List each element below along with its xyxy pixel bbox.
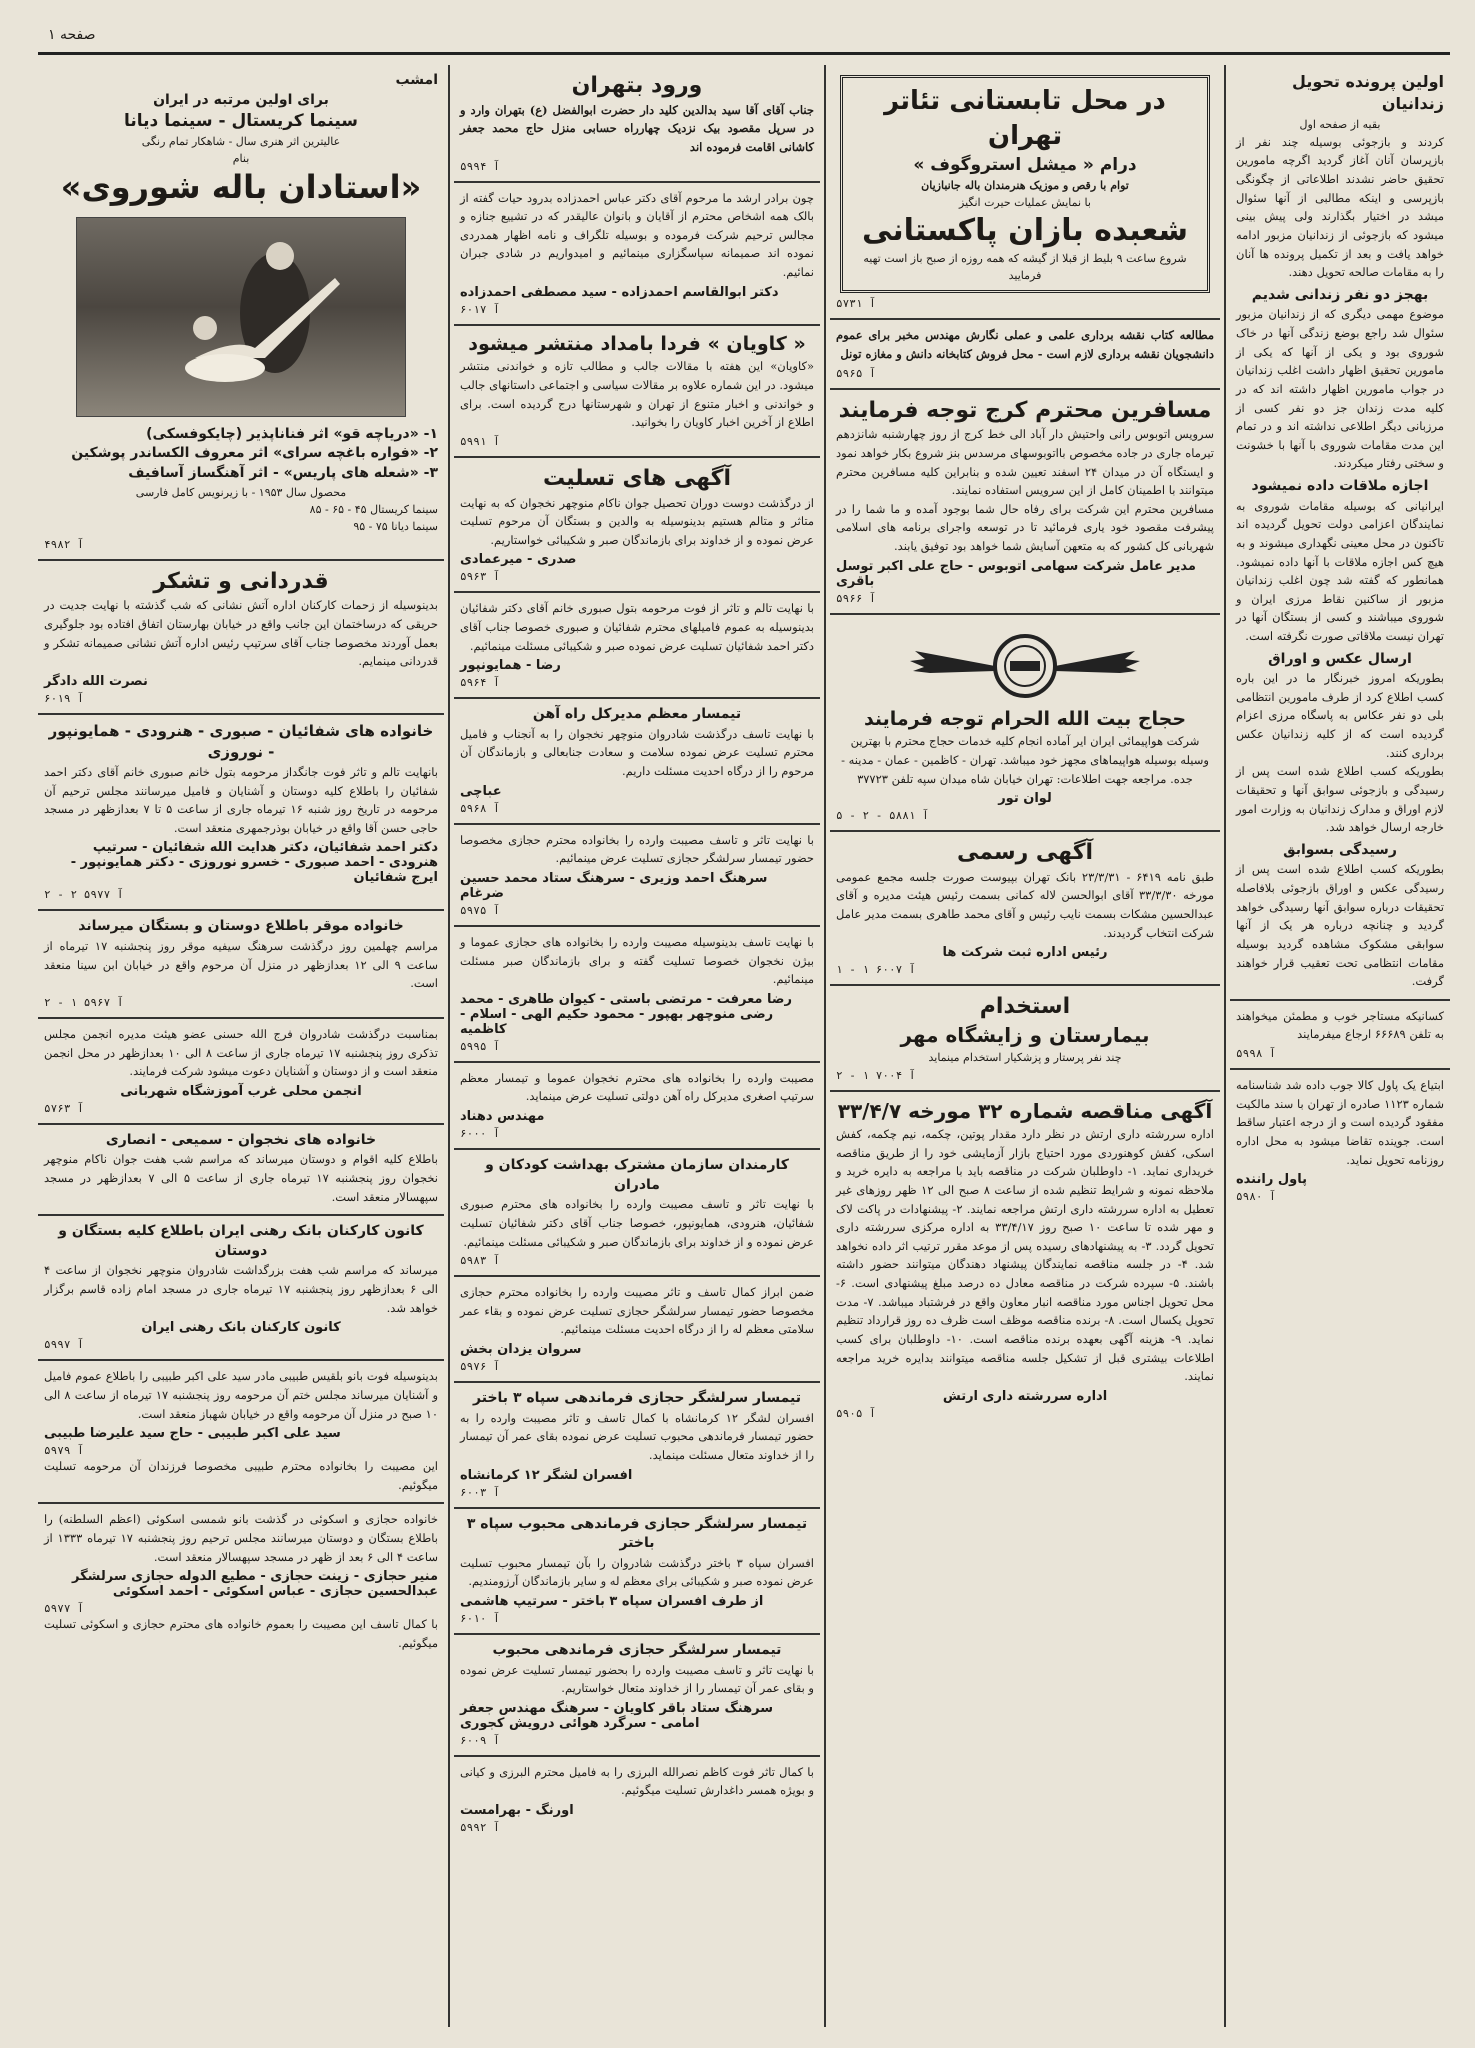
ad-ref: آ ۵۸۸۱ - ۲ - ۵: [836, 809, 929, 823]
ad-text: با کمال تاسف این مصیبت را بعموم خانواده های محترم حجازی و اسکوئی تسلیت میگوئیم.: [44, 1617, 438, 1650]
condolence: [454, 1277, 820, 1383]
cinema-times: سینما دیانا ۷۵ - ۹۵: [353, 519, 438, 533]
ad-text: با نهایت تاثر و تاسف مصیبت وارده را بحضور تیمسار تسلیت عرض نموده و بقای عمر آن تیمسار را از خداوند متعال خواستاریم.: [460, 1662, 814, 1696]
ad-ref: آ ۵۹۶۵: [836, 366, 876, 380]
ad-text: طبق نامه ۶۴۱۹ - ۲۳/۳/۳۱ بانک تهران بپیوست صورت جلسه مجمع عمومی مورخه ۳۳/۳/۳۰ آقای ابوالحسن لاله کمانی بسمت رئیس هیئت مدیره و آقای عبدالحسین مشکات بسمت نایب رئیس و آقای محمد طاهری بسمت مدیر عامل شرکت انتخاب گردیدند.: [836, 869, 1214, 940]
ad-ref: آ ۵۹۸۳: [460, 1254, 500, 1268]
column-rule: [824, 65, 826, 2027]
ad-text: باطلاع کلیه اقوام و دوستان میرساند که مراسم شب هفت جوان ناکام منوچهر نخجوان روز پنجشنبه ۱۷ تیرماه جاری از ساعت ۵ الی ۷ بعدازظهر در مسجد سپهسالار منعقد است.: [44, 1152, 439, 1204]
ad-signature: عباچی: [460, 783, 502, 799]
ad-ref: آ ۵۹۹۸: [1236, 1047, 1276, 1061]
condolence: [454, 1383, 820, 1508]
ad-ref: آ ۵۹۶۶: [836, 591, 876, 605]
ad-text: مصیبت وارده را بخانواده های محترم نخجوان عموما و تیمسار معظم سرتیپ اصغری مدیرکل راه آهن دولتی تسلیت عرض مینماید.: [460, 1070, 814, 1104]
family-notice: [38, 1361, 444, 1504]
ad-signature: لوان تور: [998, 791, 1052, 807]
official-notice: [830, 832, 1220, 986]
arrival-notice: [454, 65, 820, 183]
ad-text: با نهایت تاسف بدینوسیله مصیبت وارده را بخانواده های حجازی عموما و بیژن نخجوان خصوصا تسلیت گفته و برای بازماندگان صبر مسئلت مینمائیم.: [460, 934, 814, 987]
ad-text: بمناسبت درگذشت شادروان فرج الله حسنی عضو هیئت مدیره انجمن مجلس تذکری روز پنجشنبه ۱۷ تیرماه جاری از ساعت ۸ الی ۱۰ بعدازظهر در محل انجمن منعقد است و از دوستان و آشنایان دعوت میشود شرکت فرمایند.: [44, 1026, 438, 1079]
cinema-line: برای اولین مرتبه در ایران: [153, 91, 329, 108]
column-2: [830, 65, 1220, 2027]
ad-text: با کمال تاثر فوت کاظم نصرالله البرزی را به فامیل محترم البرزی و کیانی و بویژه همسر داغدارش تسلیت میگوئیم.: [460, 1764, 814, 1798]
ad-text: بدینوسیله فوت بانو بلقیس طبیبی مادر سید علی اکبر طبیبی را باطلاع عموم فامیل و آشنایان میرساند مجلس ختم آن مرحومه روز پنجشنبه ۱۷ تیرماه از ساعت ۸ الی ۱۰ صبح در منزل آن مرحومه واقع در خیابان شهباز منعقد است.: [44, 1369, 438, 1421]
thanks-ad: [38, 561, 444, 715]
ad-signature: رضا معرفت - مرتضی باستی - کیوان طاهری - محمد رضی منوچهر بهپور - محمود حکیم الهی - اسلام - کاظمیه: [460, 991, 792, 1037]
ad-ref: آ ۵۹۷۹: [44, 1444, 84, 1458]
family-notice: [38, 1125, 444, 1216]
condolence: [454, 927, 820, 1063]
ad-signature: دکتر ابوالقاسم احمدزاده - سید مصطفی احمدزاده: [460, 284, 779, 300]
article-text: ایرانیانی که بوسیله مقامات شوروی به نمایندگان اعزامی دولت تحویل گردیده اند تاکنون در محل معینی نگهداری میشوند و به هیچ کس اجازه ملاقات با آنها داده نمیشود. همانطور که گفته شد چون اغلب زندانیان مزبور از ساکنین نقاط مرزی ایران و شوروی میباشند و کسی از بستگان آنها در تهران نیست ملاقاتی صورت نگرفته است.: [1236, 498, 1444, 644]
condolence: [454, 1635, 820, 1757]
ad-title: استخدام: [979, 994, 1071, 1020]
ad-signature: کانون کارکنان بانک رهنی ایران: [141, 1320, 341, 1336]
condolence: [454, 1757, 820, 1842]
ad-signature: سرهنگ احمد وزیری - سرهنگ ستاد محمد حسین ضرغام: [460, 870, 768, 901]
theater-frame: [840, 75, 1210, 293]
ad-title: تیمسار معظم مدیرکل راه آهن: [532, 706, 742, 723]
ad-ref: آ ۵۹۷۷ ۲ - ۲: [44, 888, 124, 902]
ad-text: افسران سپاه ۳ باختر درگذشت شادروان را بآن تیمسار محبوب تسلیت عرض نموده صبر و شکیبائی برای معظم له و سایر بازماندگان آرزومندیم.: [460, 1555, 814, 1589]
ad-signature: دکتر احمد شفائیان، دکتر هدایت الله شفائیان - سرتیپ هنرودی - احمد صبوری - خسرو نوروزی - دکتر همایونپور - ایرج شفائیان: [70, 840, 438, 886]
ad-ref: آ ۶۰۱۹: [44, 691, 84, 705]
theater-ad: [830, 65, 1220, 320]
ad-headline: بیمارستان و زایشگاه مهر: [900, 1023, 1150, 1048]
ad-ref: آ ۵۹۹۲: [460, 1821, 500, 1835]
condolence: [454, 593, 820, 699]
theater-line: توام با رقص و موزیک هنرمندان باله جانبازیان: [921, 179, 1129, 193]
ad-title: مسافرین محترم کرج توجه فرمایند: [838, 397, 1212, 423]
ad-signature: سید علی اکبر طبیبی - حاج سید علیرضا طبیبی: [44, 1426, 341, 1442]
ad-title: « کاویان » فردا بامداد منتشر میشود: [468, 332, 806, 355]
ad-title: حجاج بیت الله الحرام توجه فرمایند: [863, 707, 1187, 730]
cinema-program: ۱- «دریاچه قو» اثر فناناپذیر (چایکوفسکی): [146, 425, 438, 442]
theater-headline: شعبده بازان پاکستانی: [862, 213, 1188, 249]
tender-notice: [830, 1092, 1220, 1428]
ad-ref: آ ۵۹۹۴: [460, 159, 500, 173]
ad-ref: آ ۵۹۶۷ ۱ - ۲: [44, 995, 124, 1009]
ad-ref: آ ۵۹۷۷: [44, 1602, 84, 1616]
book-ad: [830, 320, 1220, 389]
lost-document-ad: [1230, 1070, 1450, 1211]
ad-ref: آ ۶۰۰۰: [460, 1127, 500, 1141]
ad-text: مراسم چهلمین روز درگذشت سرهنگ سیفیه موقر روز پنجشنبه ۱۷ تیرماه از ساعت ۹ الی ۱۲ بعدازظهر در منزل آن مرحوم واقع در خیابان ابن سینا منعقد است.: [44, 939, 438, 991]
employment-ad: [830, 986, 1220, 1092]
ad-text: افسران لشگر ۱۲ کرمانشاه با کمال تاسف و تاثر مصیبت وارده را به حضور تیمسار فرماندهی محبوب تسلیت عرض نموده بقای عمر آن تیمسار را از خداوند متعال مسئلت مینماید.: [460, 1410, 814, 1462]
ad-ref: آ ۶۰۱۰: [460, 1611, 500, 1625]
ad-title: خانواده های نخجوان - سمیعی - انصاری: [105, 1131, 377, 1148]
ad-text: میرساند که مراسم شب هفت بزرگداشت شادروان منوچهر نخجوان از ساعت ۴ الی ۶ بعدازظهر روز پنجشنبه ۱۷ تیرماه جاری در مسجد امام زاده قاسم برگزار خواهد شد.: [44, 1263, 438, 1315]
condolence: [454, 1509, 820, 1635]
prisoners-article: [1230, 65, 1450, 1001]
ad-signature: رئیس اداره ثبت شرکت ها: [942, 945, 1108, 961]
ad-text: با نهایت تاسف درگذشت شادروان منوچهر نخجوان را به آنجناب و فامیل محترم تسلیت عرض نموده سلامت و سعادت جنابعالی و بازماندگان آن مرحوم را از درگاه احدیت مسئلت داریم.: [460, 726, 814, 779]
ad-signature: منیر حجازی - زینت حجازی - مطیع الدوله حجازی سرلشگر عبدالحسین حجازی - عباس اسکوئی - احمد اسکوئی: [72, 1569, 438, 1600]
ad-text: ابتیاع یک پاول کالا جوب داده شد شناسنامه شماره ۱۱۲۳ صادره از تهران با سند مالکیت مفقود گردیده است و از درجه اعتبار ساقط است. جوینده تقاضا میشود به محل اداره روزنامه تحویل نماید.: [1236, 1078, 1444, 1167]
article-subhead: ارسال عکس و اوراق: [1268, 650, 1412, 667]
article-text: بطوریکه کسب اطلاع شده است پس از رسیدگی و بازجوئی سوابق آنها و تحقیقات لازم اوراق و مدارک زندانیان به وزارت امور خارجه ارسال خواهد شد.: [1236, 764, 1444, 835]
ad-text: شرکت هواپیمائی ایران ایر آماده انجام کلیه خدمات حجاج محترم با بهترین وسیله بوسیله هواپیماهای مجهز خود میباشد. تهران - کاظمین - عمان - مدینه - جده. مراجعه جهت اطلاعات: تهران خیابان شاه میدان سپه تلفن ۳۷۷۲۳: [841, 734, 1209, 786]
article-subhead: اجازه ملاقات داده نمیشود: [1251, 478, 1429, 495]
ad-text: جناب آقای آقا سید بدالدین کلید دار حضرت ابوالفضل (ع) بتهران وارد و در سرپل مقصود بیک نزدیک چهارراه حسابی منزل حاج محمد جعفر کاشانی اقامت فرموده اند: [460, 102, 814, 154]
ad-ref: آ ۵۹۷۶: [460, 1360, 500, 1374]
ad-text: سرویس اتوبوس رانی واحتیش دار آباد الی خط کرج از روز چهارشنبه شانزدهم تیرماه جاری در جاده مخصوص بااتوبوسهای مرسدس بنز شروع بکار خواهد نمود و ایستگاه آن در میدان ۲۴ اسفند تعیین شده و بنابراین کلیه مسافرین محترم میتوانند با اطمینان کامل از این سرویس استفاده نمایند.: [836, 427, 1214, 498]
article-text: بطوریکه کسب اطلاع شده است پس از رسیدگی عکس و اوراق بازجوئی بلافاصله تحقیقات درباره سوابق آنها رسیدگی خواهد گردید و چنانچه درباره هر یک از آنها سوابقی مشکوک مشاهده گردید بوسیله مقامات انتظامی تحت تعقیب قرار خواهند گرفت.: [1236, 862, 1444, 989]
ad-text: «کاویان» این هفته با مقالات جالب و مطالب تازه و خواندنی منتشر میشود. در این شماره علاوه بر مقالات سیاسی و اجتماعی داستانهای جالب و خواندنی و اخبار متنوع از تهران و شهرستانها درج گردیده است. برای اطلاع از آخرین اخبار کاویان را بخوانید.: [460, 359, 814, 430]
ad-text: چون برادر ارشد ما مرحوم آقای دکتر عباس احمدزاده بدرود حیات گفته از بالک همه اشخاص محترم از آقایان و بانوان عالیقدر که در تشییع جنازه و مجالس ترحیم شرکت فرموده و بوسیله تلگراف و نامه اظهار همدردی نموده اند صمیمانه سپاسگزاری مینمائیم و امیدواریم در شادی جبران نمائیم.: [460, 190, 814, 280]
ad-text: با نهایت تاثر و تاسف مصیبت وارده را بخانواده های محترم صبوری شفائیان، هنرودی، همایونپور، خصوصا جناب آقای دکتر شفائیان تسلیت عرض نموده و از خداوند برای بازماندگان صبر و شکیبائی مسئلت مینمائیم.: [460, 1197, 814, 1249]
newspaper-page: [38, 27, 1450, 2027]
ad-text: ضمن ابراز کمال تاسف و تاثر مصیبت وارده را بخانواده محترم حجازی مخصوصا حضور تیمسار سرلشگر حجازی تسلیت عرض نموده و بقاء عمر سلامتی معظم له را از درگاه احدیت مسئلت مینمائیم.: [460, 1285, 814, 1337]
ad-ref: آ ۵۹۹۷: [44, 1338, 84, 1352]
kaviyan-notice: [454, 326, 820, 458]
ad-title: خانواده موقر باطلاع دوستان و بستگان میرساند: [78, 918, 404, 935]
theater-title: در محل تابستانی تئاتر تهران: [884, 86, 1166, 152]
hajj-ad: [830, 615, 1220, 833]
ad-ref: آ ۶۰۱۷: [460, 302, 500, 316]
ad-text: چند نفر پرستار و پزشکیار استخدام مینماید: [928, 1051, 1122, 1065]
cinema-tag: امشب: [395, 72, 438, 88]
cinema-note: محصول سال ۱۹۵۳ - با زیرنویس کامل فارسی: [135, 485, 347, 499]
cinema-program: ۲- «فواره باغچه سرای» اثر معروف الکساندر پوشکین: [71, 445, 438, 462]
ad-ref: آ ۵۷۳۱: [836, 297, 876, 311]
ad-ref: آ ۵۹۹۱: [460, 434, 500, 448]
ad-title: خانواده های شفائیان - صبوری - هنرودی - همایونپور - نوروزی: [48, 721, 434, 761]
ad-signature: اورنگ - بهرامست: [460, 1803, 574, 1819]
column-3: [454, 65, 820, 2027]
ad-ref: آ ۶۰۰۹: [460, 1733, 500, 1747]
family-notice: [38, 911, 444, 1018]
ad-signature: از طرف افسران سپاه ۳ باختر - سرتیپ هاشمی: [460, 1593, 764, 1609]
ad-ref: آ ۵۹۹۵: [460, 1039, 500, 1053]
article-subhead: بهجز دو نفر زندانی شدیم: [1251, 286, 1429, 303]
ad-signature: انجمن محلی غرب آموزشگاه شهربانی: [120, 1083, 362, 1099]
ad-ref: آ ۵۹۸۰: [1236, 1190, 1276, 1204]
condolences: [454, 458, 820, 594]
ad-ref: آ ۵۹۶۸: [460, 801, 500, 815]
article-text: بطوریکه امروز خبرنگار ما در این باره کسب اطلاع کرد از طرف مامورین انتظامی بلی دو نفر عکاس به پاسگاه مرزی اعزام گردیده است که از کلیه زندانیان عکس برداری کنند.: [1236, 671, 1444, 760]
condolence: [454, 699, 820, 824]
cinema-times: سینما کریستال ۴۵ - ۶۵ - ۸۵: [309, 502, 438, 516]
ad-signature: سروان یزدان بخش: [460, 1342, 582, 1358]
ad-ref: آ ۵۹۷۵: [460, 903, 500, 917]
column-rule: [1224, 65, 1226, 2027]
karaj-ad: [830, 390, 1220, 615]
section-title: آگهی های تسلیت: [542, 465, 731, 491]
ballet-photo-icon: [76, 217, 406, 417]
ad-text: خانواده حجازی و اسکوئی در گذشت بانو شمسی اسکوئی (اعظم السلطنه) را باطلاع بستگان و دوستان میرسانند مجلس ترحیم روز پنجشنبه ۱۷ تیرماه ۱۳۳۳ از ساعت ۴ الی ۶ بعد از ظهر در مسجد سپهسالار منعقد است.: [44, 1512, 438, 1564]
thanks-notice: [454, 183, 820, 326]
family-notice: [38, 1216, 444, 1361]
ad-ref: آ ۵۷۶۳: [44, 1101, 84, 1115]
condolence: [454, 1063, 820, 1150]
ad-ref: آ ۵۹۶۴: [460, 676, 500, 690]
ad-ref: آ ۵۹۶۳: [460, 570, 500, 584]
article-text: موضوع مهمی دیگری که از زندانیان مزبور سئوال شد راجع بوضع زندگی آنها در خاک شوروی بود و یکی از آنها که یکی از مامورین تحقیق اظهار داشت اغلب زندانیان در جواب مامورین اظهار داشته اند که در کلیه مدت زندان جز دو نفر کسی از مرزبانی دیگر اطلاعی نداشته اند و در تمام این مدت مقامات شوروی با آنها با خشونت و سختی رفتار میکردند.: [1236, 307, 1444, 471]
column-1: [1230, 65, 1450, 2027]
theater-line2: با نمایش عملیات حیرت انگیز: [959, 196, 1091, 210]
ad-signature: پاول راننده: [1236, 1172, 1307, 1188]
ad-text: اداره سررشته داری ارتش در نظر دارد مقدار پوتین، چکمه، نیم چکمه، کفش اسکی، کفش کوهنوردی مورد احتیاج بازار آزمایشی خود را از طریق مناقصه خریداری نماید. ۱- داوطلبان شرکت در مناقصه باید با مراجعه به دایره خرید و ملاحظه نمونه و شرایط تنظیم شده از ساعت ۸ صبح الی ۱۲ ظهر روزهای غیر تعطیل به اداره سررشته داری ارتش مراجعه نمایند. ۲- پیشنهادات در پاکت لاک و مهر شده تا ساعت ۱۰ صبح روز ۳۳/۴/۱۷ به اداره مرکزی سررشته داری تحویل گردد. ۳- به پیشنهادهای رسیده پس از موعد مقرر ترتیب اثر داده نخواهد شد. ۴- در جلسه مناقصه نمایندگان پیشنهاد دهندگان میتوانند حضور داشته باشند. ۵- سپرده شرکت در مناقصه معادل ده درصد مبلغ پیشنهادی است. ۶- محل تحویل اجناس مورد مناقصه انبار معاون واقع در فرشتباد میباشد. ۷- مدت تحویل یکسال است. ۸- برنده مناقصه موظف است ظرف ده روز قرارداد تنظیم نماید. ۹- هزینه آگهی بعهده برنده مناقصه است. ۱۰- داوطلبان برای کسب اطلاعات بیشتری قبل از تشکیل جلسه مناقصه میتوانند بدایره خرید مراجعه نمایند.: [836, 1127, 1215, 1384]
ad-title: کانون کارکنان بانک رهنی ایران باطلاع کلیه بستگان و دوستان: [58, 1223, 424, 1259]
column-rule: [448, 65, 450, 2027]
ad-text: با نهایت تالم و تاثر از فوت مرحومه بتول صبوری خانم آقای دکتر شفائیان بدینوسیله به عموم فامیلهای محترم شفائیان و صبوری خصوصا جناب آقای دکتر احمد شفائیان تسلیت عرض نموده صبر و شکیبائی مسئلت مینمائیم.: [460, 601, 814, 653]
ad-text: مطالعه کتاب نقشه برداری علمی و عملی نگارش مهندس مخبر برای عموم دانشجویان نقشه برداری لازم است - محل فروش کتابخانه دانش و مغازه تونل: [836, 328, 1214, 361]
ad-signature: افسران لشگر ۱۲ کرمانشاه: [460, 1467, 633, 1483]
theater-sub: درام « میشل استروگوف »: [913, 155, 1137, 176]
ad-title: کارمندان سازمان مشترک بهداشت کودکان و مادران: [485, 1157, 789, 1193]
ad-title: آگهی رسمی: [956, 840, 1094, 866]
ad-ref: آ ۴۹۸۲: [44, 537, 84, 551]
ad-text: بانهایت تالم و تاثر فوت جانگداز مرحومه بتول خانم صبوری خانم آقای دکتر احمد شفائیان را باطلاع کلیه دوستان و آشنایان و فامیل میرسانند مجلس ترحیم آن مرحومه در تاریخ روز شنبه ۱۶ تیرماه جاری از ساعت ۵ تا ۷ بعدازظهر در مسجد حاجی حسن آقا واقع در خیابان بوذرجمهری منعقد است.: [44, 764, 438, 835]
article-text: کردند و بازجوئی بوسیله چند نفر از بازپرسان آنان آغاز گردید اگرچه مامورین تحقیق حاضر نشدند اطلاعاتی از چگونگی بازپرسی و اینکه مطالبی از آنها سئوال میشد در اختیار بگذارند ولی پیش بینی میشود که بازجوئی از زندانیان مزبور ادامه خواهد یافت و بعد از تکمیل پرونده ها آنان را به مقامات صالحه تحویل دهند.: [1236, 134, 1444, 280]
ad-signature: نصرت الله دادگر: [44, 673, 148, 689]
condolence: [454, 825, 820, 927]
ad-title: تیمسار سرلشگر حجازی فرماندهی محبوب سپاه ۳ باختر: [466, 1515, 808, 1552]
column-4: [38, 65, 444, 2027]
ad-signature: مدیر عامل شرکت سهامی اتوبوس - حاج علی اکبر توسل باقری: [836, 558, 1196, 589]
ad-title: آگهی مناقصه شماره ۳۲ مورخه ۳۳/۴/۷: [837, 1099, 1213, 1124]
family-notice: [38, 1504, 444, 1660]
cinema-headline: «استادان باله شوروی»: [60, 168, 422, 207]
cinema-ad: [38, 65, 444, 561]
ad-text: مسافرین محترم این شرکت برای رفاه حال شما بوجود آمده و ما شما را در پیشرفت مقصود خود یاری فرمائید تا در توسعه واجرای برنامه های اسلامی شهربانی کل کشور که به متعهن آسایش شما خواهد بود توفیق یابند.: [836, 501, 1214, 553]
tenant-ad: [1230, 1001, 1450, 1070]
ad-text: با نهایت تاثر و تاسف مصیبت وارده را بخانواده محترم حجازی مخصوصا حضور تیمسار سرلشگر حجازی تسلیت عرض مینمائیم.: [460, 832, 814, 866]
winged-logo-icon: [910, 631, 1140, 701]
family-notice: [38, 1019, 444, 1125]
article-subhead: رسیدگی بسوابق: [1283, 841, 1397, 858]
ad-text: بدینوسیله از زحمات کارکنان اداره آتش نشانی که شب گذشته با نهایت جدیت در حریقی که درساختمان این جانب واقع در خیابان بهارستان اتفاق افتاده بود جلوگیری بعمل آوردند مخصوصا جناب آقای سرتیپ رئیس اداره آتش نشانی صمیمانه تشکر و قدردانی مینمایم.: [44, 598, 438, 669]
family-notice: [38, 715, 444, 912]
ad-signature: سرهنگ ستاد باقر کاویان - سرهنگ مهندس جعفر امامی - سرگرد هوائی درویش کجوری: [460, 1700, 774, 1731]
ad-ref: آ ۶۰۰۳: [460, 1485, 500, 1499]
ad-text: از درگذشت دوست دوران تحصیل جوان ناکام منوچهر نخجوان که به نهایت متاثر و متالم هستیم بدینوسیله به والدین و بستگان آن مرحوم تسلیت عرض نموده و از خداوند برای بازماندگان صبر و شکیبائی خواستاریم.: [460, 495, 814, 547]
ad-signature: مهندس دهناد: [460, 1109, 545, 1125]
ad-ref: آ ۶۰۰۷ ۱ - ۱: [836, 963, 916, 977]
article-sub: بقیه از صفحه اول: [1299, 117, 1381, 131]
ad-ref: آ ۷۰۰۴ ۱ - ۲: [836, 1069, 916, 1083]
ad-title: تیمسار سرلشگر حجازی فرماندهی سپاه ۳ باختر: [473, 1390, 801, 1407]
ad-ref: آ ۵۹۰۵: [836, 1406, 876, 1420]
cinema-line: بنام: [232, 152, 250, 166]
condolence: [454, 1150, 820, 1277]
ad-text: این مصیبت را بخانواده محترم طبیبی مخصوصا فرزندان آن مرحومه تسلیت میگوئیم.: [44, 1459, 438, 1492]
cinema-line: سینما کریستال - سینما دیانا: [124, 111, 358, 132]
ad-title: تیمسار سرلشگر حجازی فرماندهی محبوب: [492, 1641, 782, 1658]
cinema-line: عالیترین اثر هنری سال - شاهکار تمام رنگی: [141, 135, 341, 149]
ad-title: ورود بتهران: [571, 73, 703, 98]
ad-signature: رضا - همایونپور: [460, 658, 561, 674]
ad-signature: اداره سررشته داری ارتش: [942, 1388, 1108, 1404]
theater-foot: شروع ساعت ۹ بلیط از قبلا از گیشه که همه روزه از صبح باز است تهیه فرمایید: [863, 252, 1187, 283]
article-title: اولین پرونده تحویل زندانیان: [1292, 72, 1444, 114]
cinema-program: ۳- «شعله های پاریس» - اثر آهنگساز آسافیف: [128, 465, 438, 481]
page-number: صفحه ۱: [48, 27, 96, 43]
ad-text: کسانیکه مستاجر خوب و مطمئن میخواهند به تلفن ۶۶۶۸۹ ارجاع میفرمایند: [1236, 1008, 1444, 1042]
ad-signature: صدری - میرعمادی: [460, 552, 577, 568]
ad-title: قدردانی و تشکر: [153, 568, 329, 594]
